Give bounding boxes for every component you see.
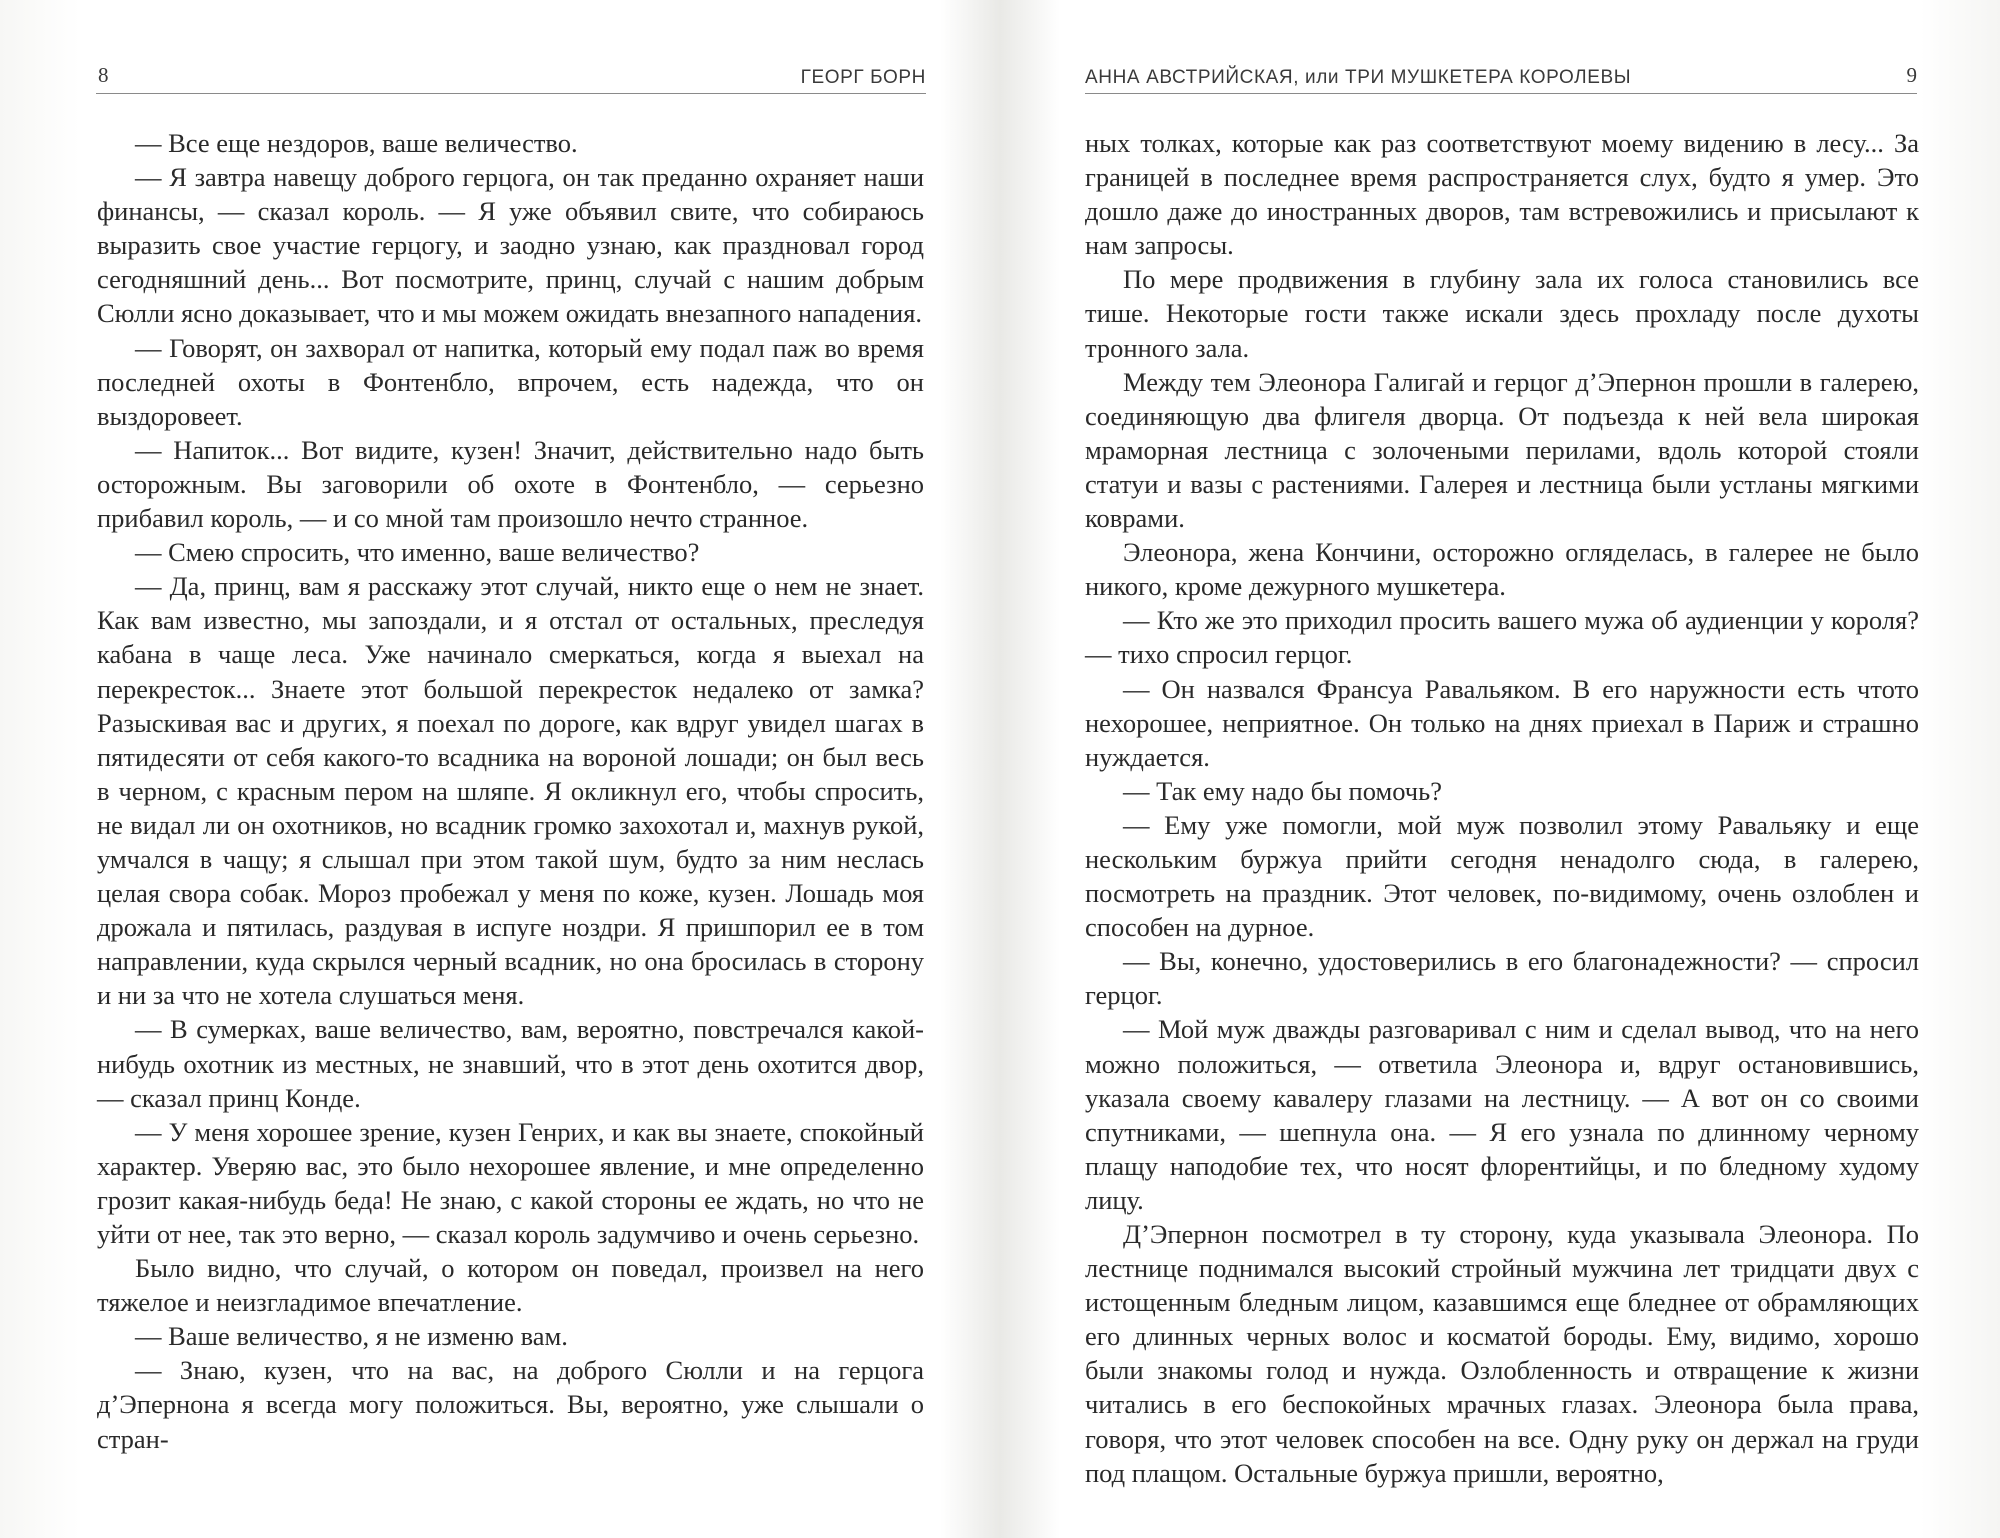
left-page-body: [97, 126, 924, 1456]
left-page-number: 8: [98, 63, 109, 87]
paragraph: — Да, принц, вам я расскажу этот случай, никто еще о нем не знает. Как вам известно, мы запоздали, и я отстал от остальных, преследуя кабана в чаще леса. Уже начинало смеркаться, когда я выехал на перекресток... Знаете этот большой перекресток недалеко от замка? Разыскивая вас и других, я поехал по дороге, как вдруг увидел шагах в пятидесяти от себя какого-то всадника на вороной лошади; он был весь в черном, с красным пером на шляпе. Я окликнул его, чтобы спросить, не видал ли он охотников, но всадник громко захохотал и, махнув рукой, умчался в чащу; я слышал при этом такой шум, будто за ним неслась целая свора собак. Мороз пробежал у меня по коже, кузен. Лошадь моя дрожала и пятилась, раздувая в испуге ноздри. Я пришпорил ее в том направлении, куда скрылся черный всадник, но она бросилась в сторону и ни за что не хотела слушаться меня.: [97, 571, 924, 1011]
right-running-head: АННА АВСТРИЙСКАЯ, или ТРИ МУШКЕТЕРА КОРОЛЕВЫ: [1085, 67, 1632, 88]
paragraph: — Смею спросить, что именно, ваше величество?: [135, 537, 700, 568]
paragraph: По мере продвижения в глубину зала их голоса становились все тише. Некоторые гости также искали здесь прохладу после духоты тронного зала.: [1085, 264, 1919, 363]
right-page-body: [1085, 126, 1919, 1490]
left-page-header: [96, 60, 926, 94]
right-page: [1000, 0, 2000, 1538]
paragraph: — Мой муж дважды разговаривал с ним и сделал вывод, что на него можно положиться, — ответила Элеонора и, вдруг остановившись, указала своему кавалеру глазами на лестницу. — А вот он со своими спутниками, — шепнула она. — Я его узнала по длинному черному плащу наподобие тех, что носят флорентийцы, и по бледному худому лицу.: [1085, 1014, 1919, 1215]
right-page-header: [1085, 60, 1917, 94]
paragraph: Элеонора, жена Кончини, осторожно огляделась, в галерее не было никого, кроме дежурного мушкетера.: [1085, 537, 1919, 602]
right-header-rule: [1085, 93, 1917, 94]
paragraph: — У меня хорошее зрение, кузен Генрих, и как вы знаете, спокойный характер. Уверяю вас, это было нехорошее явление, и мне определенно грозит какая-нибудь беда! Не знаю, с какой стороны ее ждать, но что не уйти от нее, так это верно, — сказал король задумчиво и очень серьезно.: [97, 1116, 924, 1249]
paragraph-continuation: ных толках, которые как раз соответствуют моему видению в лесу... За границей в последнее время распространяется слух, будто я умер. Это дошло даже до иностранных дворов, там встревожились и присылают к нам запросы.: [1085, 128, 1919, 261]
paragraph: — Напиток... Вот видите, кузен! Значит, действительно надо быть осторожным. Вы заговорили об охоте в Фонтенбло, — серьезно прибавил король, — и со мной там произошло нечто странное.: [97, 434, 924, 534]
paragraph: — Говорят, он захворал от напитка, который ему подал паж во время последней охоты в Фонтенбло, впрочем, есть надежда, что он выздоровеет.: [97, 332, 924, 431]
paragraph: — Кто же это приходил просить вашего мужа об аудиенции у короля? — тихо спросил герцог.: [1085, 605, 1919, 670]
right-page-number: 9: [1906, 63, 1917, 87]
paragraph: Между тем Элеонора Галигай и герцог д’Эпернон прошли в галерею, соединяющую два флигеля дворца. От подъезда к ней вела широкая мраморная лестница с золочеными перилами, вдоль которой стояли статуи и вазы с растениями. Галерея и лестница были устланы мягкими коврами.: [1085, 366, 1919, 534]
left-running-head: ГЕОРГ БОРН: [800, 67, 926, 88]
paragraph: — В сумерках, ваше величество, вам, вероятно, повстречался какой-нибудь охотник из местных, не знавший, что в этот день охотится двор, — сказал принц Конде.: [97, 1014, 924, 1113]
paragraph: — Он назвался Франсуа Равальяком. В его наружности есть чтото нехорошее, неприятное. Он только на днях приехал в Париж и страшно нуждается.: [1085, 673, 1919, 772]
left-header-rule: [96, 93, 926, 94]
paragraph: — Ему уже помогли, мой муж позволил этому Равальяку и еще нескольким буржуа прийти сегодня ненадолго сюда, в галерею, посмотреть на праздник. Этот человек, по-видимому, очень озлоблен и способен на дурное.: [1085, 809, 1919, 943]
paragraph: Было видно, что случай, о котором он поведал, произвел на него тяжелое и неизгладимое впечатление.: [97, 1253, 924, 1318]
paragraph: — Так ему надо бы помочь?: [1123, 775, 1442, 806]
paragraph: — Я завтра навещу доброго герцога, он так преданно охраняет наши финансы, — сказал король. — Я уже объявил свите, что собираюсь выразить свое участие герцогу, и заодно узнаю, как праздновал город сегодняшний день... Вот посмотрите, принц, случай с нашим добрым Сюлли ясно доказывает, что и мы можем ожидать внезапного нападения.: [97, 162, 924, 329]
paragraph: — Знаю, кузен, что на вас, на доброго Сюлли и на герцога д’Эпернона я всегда могу положиться. Вы, вероятно, уже слышали о стран-: [97, 1355, 924, 1454]
paragraph: — Вы, конечно, удостоверились в его благонадежности? — спросил герцог.: [1085, 946, 1919, 1011]
paragraph: Д’Эпернон посмотрел в ту сторону, куда указывала Элеонора. По лестнице поднимался высокий стройный мужчина лет тридцати двух с истощенным бледным лицом, казавшимся еще бледнее от обрамляющих его длинных черных волос и косматой бороды. Ему, видимо, хорошо были знакомы голод и нужда. Озлобленность и отвращение к жизни читались в его беспокойных мрачных глазах. Элеонора была права, говоря, что этот человек способен на все. Одну руку он держал на груди под плащом. Остальные буржуа пришли, вероятно,: [1085, 1219, 1919, 1488]
paragraph: — Все еще нездоров, ваше величество.: [135, 128, 578, 158]
paragraph: — Ваше величество, я не изменю вам.: [135, 1321, 568, 1352]
